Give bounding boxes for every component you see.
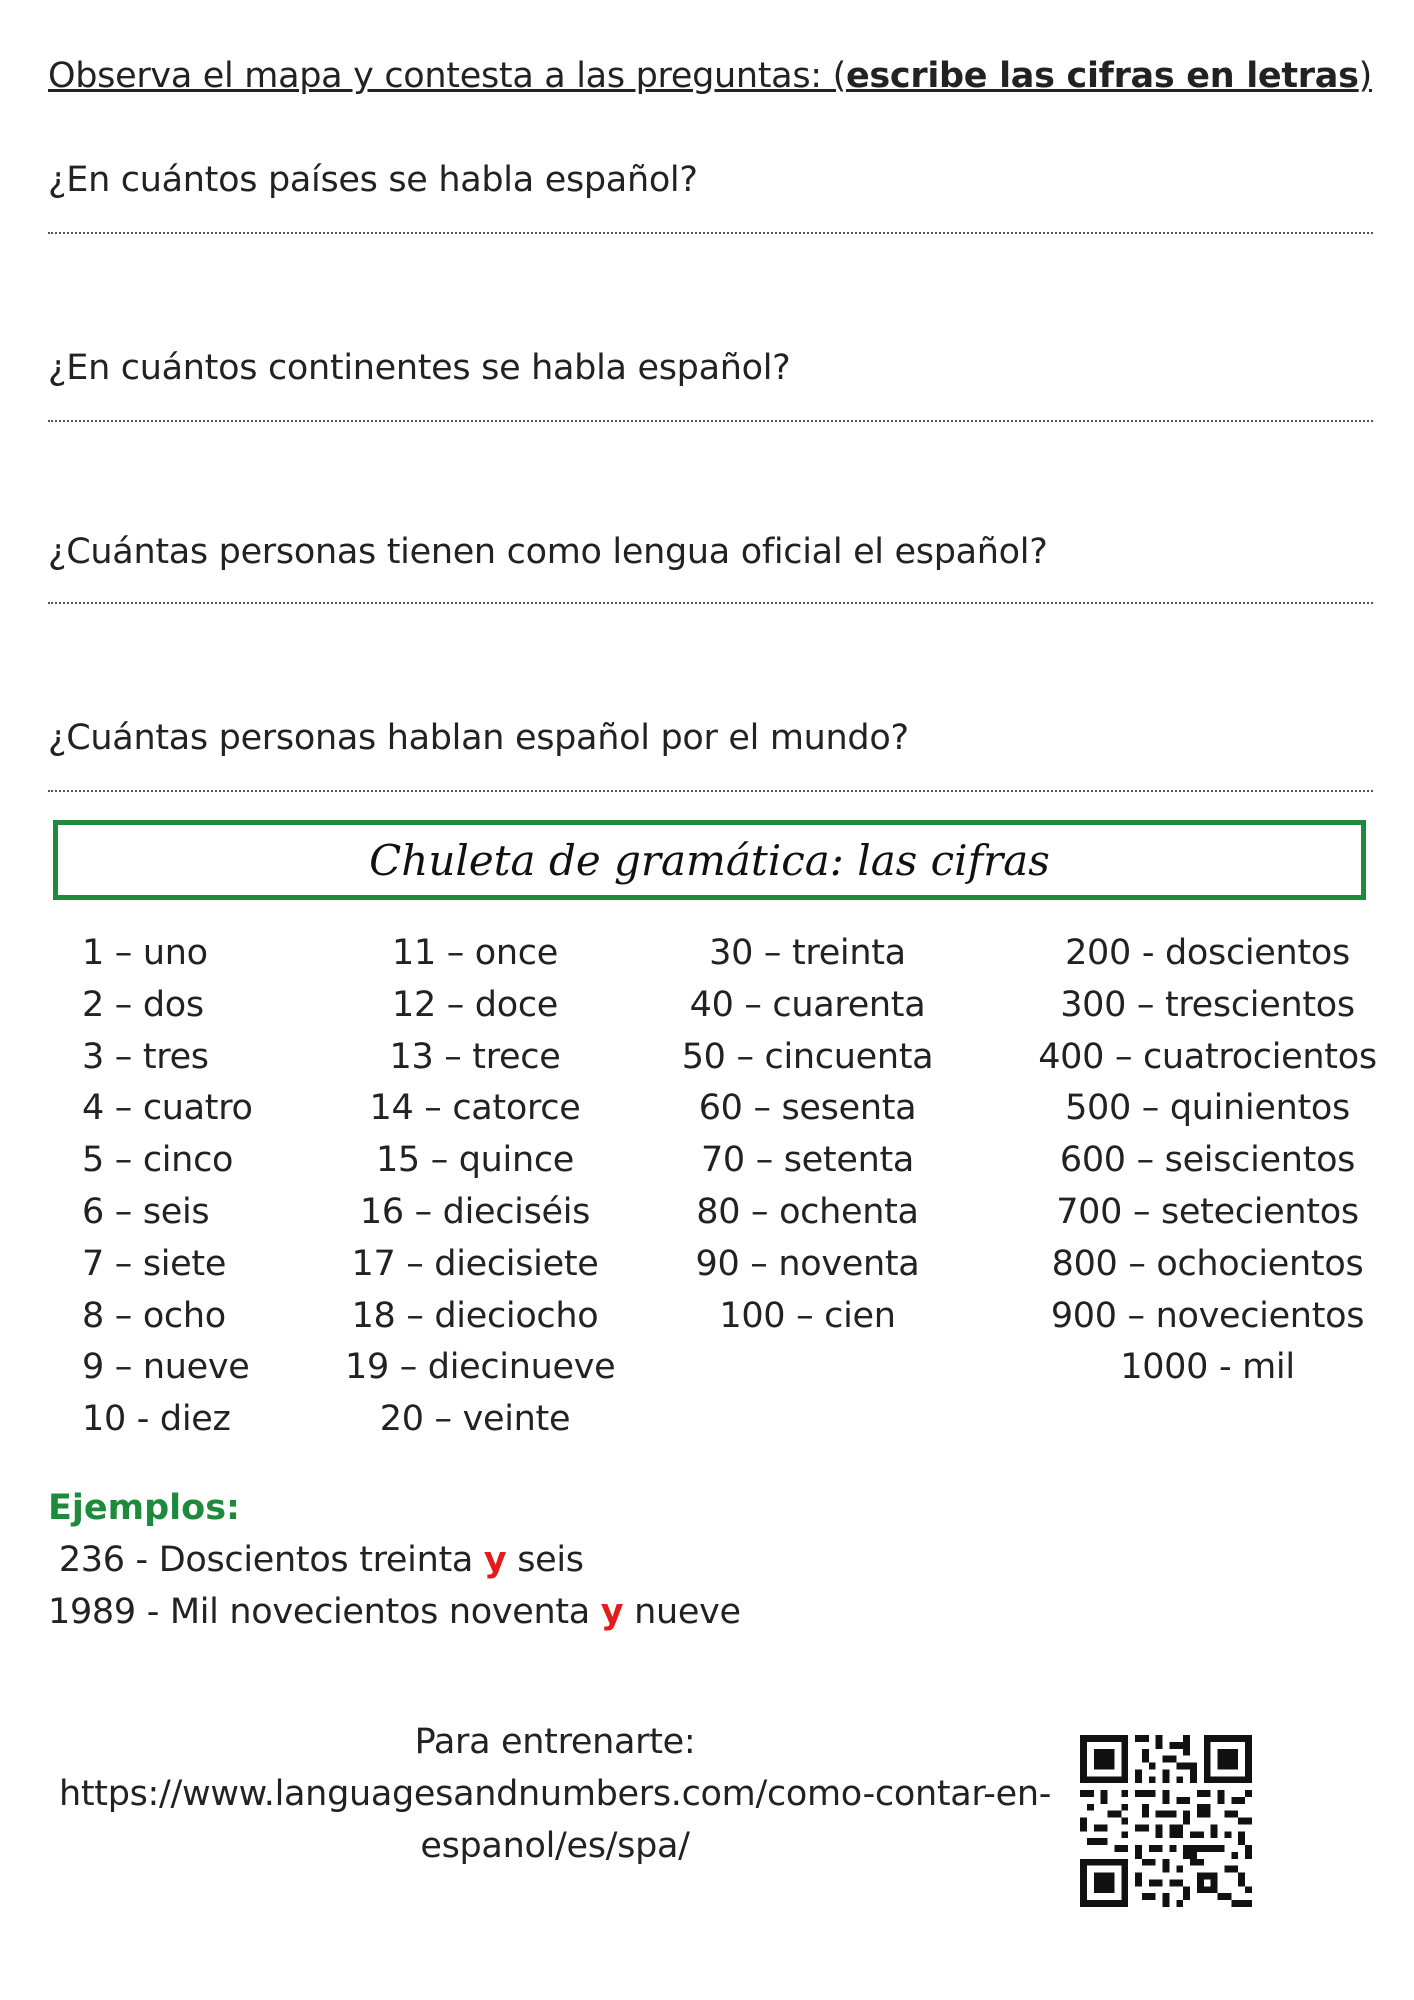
example-highlight: y bbox=[483, 1540, 507, 1580]
instruction bbox=[48, 56, 1372, 96]
number-entry: 6 – seis bbox=[82, 1191, 210, 1232]
number-entry: 11 – once bbox=[392, 933, 558, 973]
answer-line-3[interactable] bbox=[48, 602, 1373, 604]
number-entry: 800 – ochocientos bbox=[1051, 1243, 1364, 1284]
number-entry: 5 – cinco bbox=[82, 1140, 234, 1181]
number-entry: 3 – tres bbox=[82, 1036, 209, 1077]
number-entry: 15 – quince bbox=[375, 1140, 575, 1181]
example-text: nueve bbox=[623, 1592, 741, 1632]
examples-title: Ejemplos: bbox=[48, 1488, 241, 1528]
number-entry: 40 – cuarenta bbox=[689, 984, 926, 1025]
example-highlight: y bbox=[600, 1592, 624, 1632]
number-entry: 60 – sesenta bbox=[698, 1088, 917, 1129]
number-entry: 100 – cien bbox=[719, 1295, 896, 1336]
number-entry: 18 – dieciocho bbox=[351, 1295, 599, 1336]
question-2: ¿En cuántos continentes se habla español? bbox=[48, 348, 791, 388]
number-entry: 2 – dos bbox=[82, 984, 204, 1025]
number-entry: 200 - doscientos bbox=[1065, 933, 1350, 973]
example-1 bbox=[48, 1540, 584, 1580]
example-text: seis bbox=[506, 1540, 584, 1580]
number-entry: 17 – diecisiete bbox=[351, 1243, 599, 1284]
instruction-bold: escribe las cifras en letras bbox=[845, 56, 1359, 96]
cheat-sheet-title-box bbox=[53, 820, 1366, 900]
number-entry: 13 – trece bbox=[389, 1036, 561, 1077]
number-entry: 70 – setenta bbox=[700, 1140, 915, 1181]
instruction-prefix: Observa el mapa y contesta a las preguntas: ( bbox=[48, 56, 846, 96]
number-entry: 30 – treinta bbox=[709, 933, 906, 973]
training-url-line-1[interactable]: https://www.languagesandnumbers.com/como-contar-en- bbox=[58, 1774, 1052, 1814]
number-entry: 500 – quinientos bbox=[1065, 1088, 1350, 1129]
number-entry: 400 – cuatrocientos bbox=[1038, 1036, 1377, 1077]
number-entry: 4 – cuatro bbox=[82, 1088, 253, 1129]
number-entry: 80 – ochenta bbox=[696, 1191, 919, 1232]
number-entry: 16 – dieciséis bbox=[359, 1191, 591, 1232]
example-2 bbox=[48, 1592, 741, 1632]
number-entry: 14 – catorce bbox=[369, 1088, 581, 1129]
qr-code-icon[interactable] bbox=[1080, 1735, 1252, 1907]
question-1: ¿En cuántos países se habla español? bbox=[48, 160, 698, 200]
question-3: ¿Cuántas personas tienen como lengua oficial el español? bbox=[48, 532, 1048, 572]
cheat-sheet-title: Chuleta de gramática: las cifras bbox=[369, 835, 1050, 885]
example-text: 236 - Doscientos treinta bbox=[48, 1540, 484, 1580]
number-entry: 700 – setecientos bbox=[1056, 1191, 1359, 1232]
number-entry: 10 - diez bbox=[82, 1399, 231, 1440]
number-entry: 900 – novecientos bbox=[1050, 1295, 1365, 1336]
numbers-column-4 bbox=[1030, 928, 1385, 1394]
number-entry: 300 – trescientos bbox=[1060, 984, 1355, 1025]
number-entry: 9 – nueve bbox=[82, 1347, 250, 1388]
number-entry: 20 – veinte bbox=[379, 1399, 571, 1440]
number-entry: 1 – uno bbox=[82, 933, 208, 973]
example-text: 1989 - Mil novecientos noventa bbox=[48, 1592, 601, 1632]
training-label: Para entrenarte: bbox=[414, 1722, 696, 1762]
number-entry: 50 – cincuenta bbox=[681, 1036, 934, 1077]
training-block bbox=[40, 1716, 1070, 1872]
numbers-column-2 bbox=[345, 928, 616, 1446]
number-entry: 8 – ocho bbox=[82, 1295, 226, 1336]
number-entry: 90 – noventa bbox=[695, 1243, 920, 1284]
numbers-column-1 bbox=[82, 928, 253, 1446]
question-4: ¿Cuántas personas hablan español por el mundo? bbox=[48, 718, 909, 758]
answer-line-4[interactable] bbox=[48, 790, 1373, 792]
number-entry: 1000 - mil bbox=[1120, 1347, 1295, 1388]
number-entry: 12 – doce bbox=[392, 984, 558, 1025]
training-url-line-2[interactable]: espanol/es/spa/ bbox=[420, 1826, 690, 1866]
number-entry: 600 – seiscientos bbox=[1059, 1140, 1356, 1181]
numbers-column-3 bbox=[670, 928, 945, 1342]
instruction-suffix: ) bbox=[1358, 56, 1372, 96]
answer-line-1[interactable] bbox=[48, 232, 1373, 234]
number-entry: 7 – siete bbox=[82, 1243, 227, 1284]
number-entry: 19 – diecinueve bbox=[345, 1347, 616, 1388]
answer-line-2[interactable] bbox=[48, 420, 1373, 422]
